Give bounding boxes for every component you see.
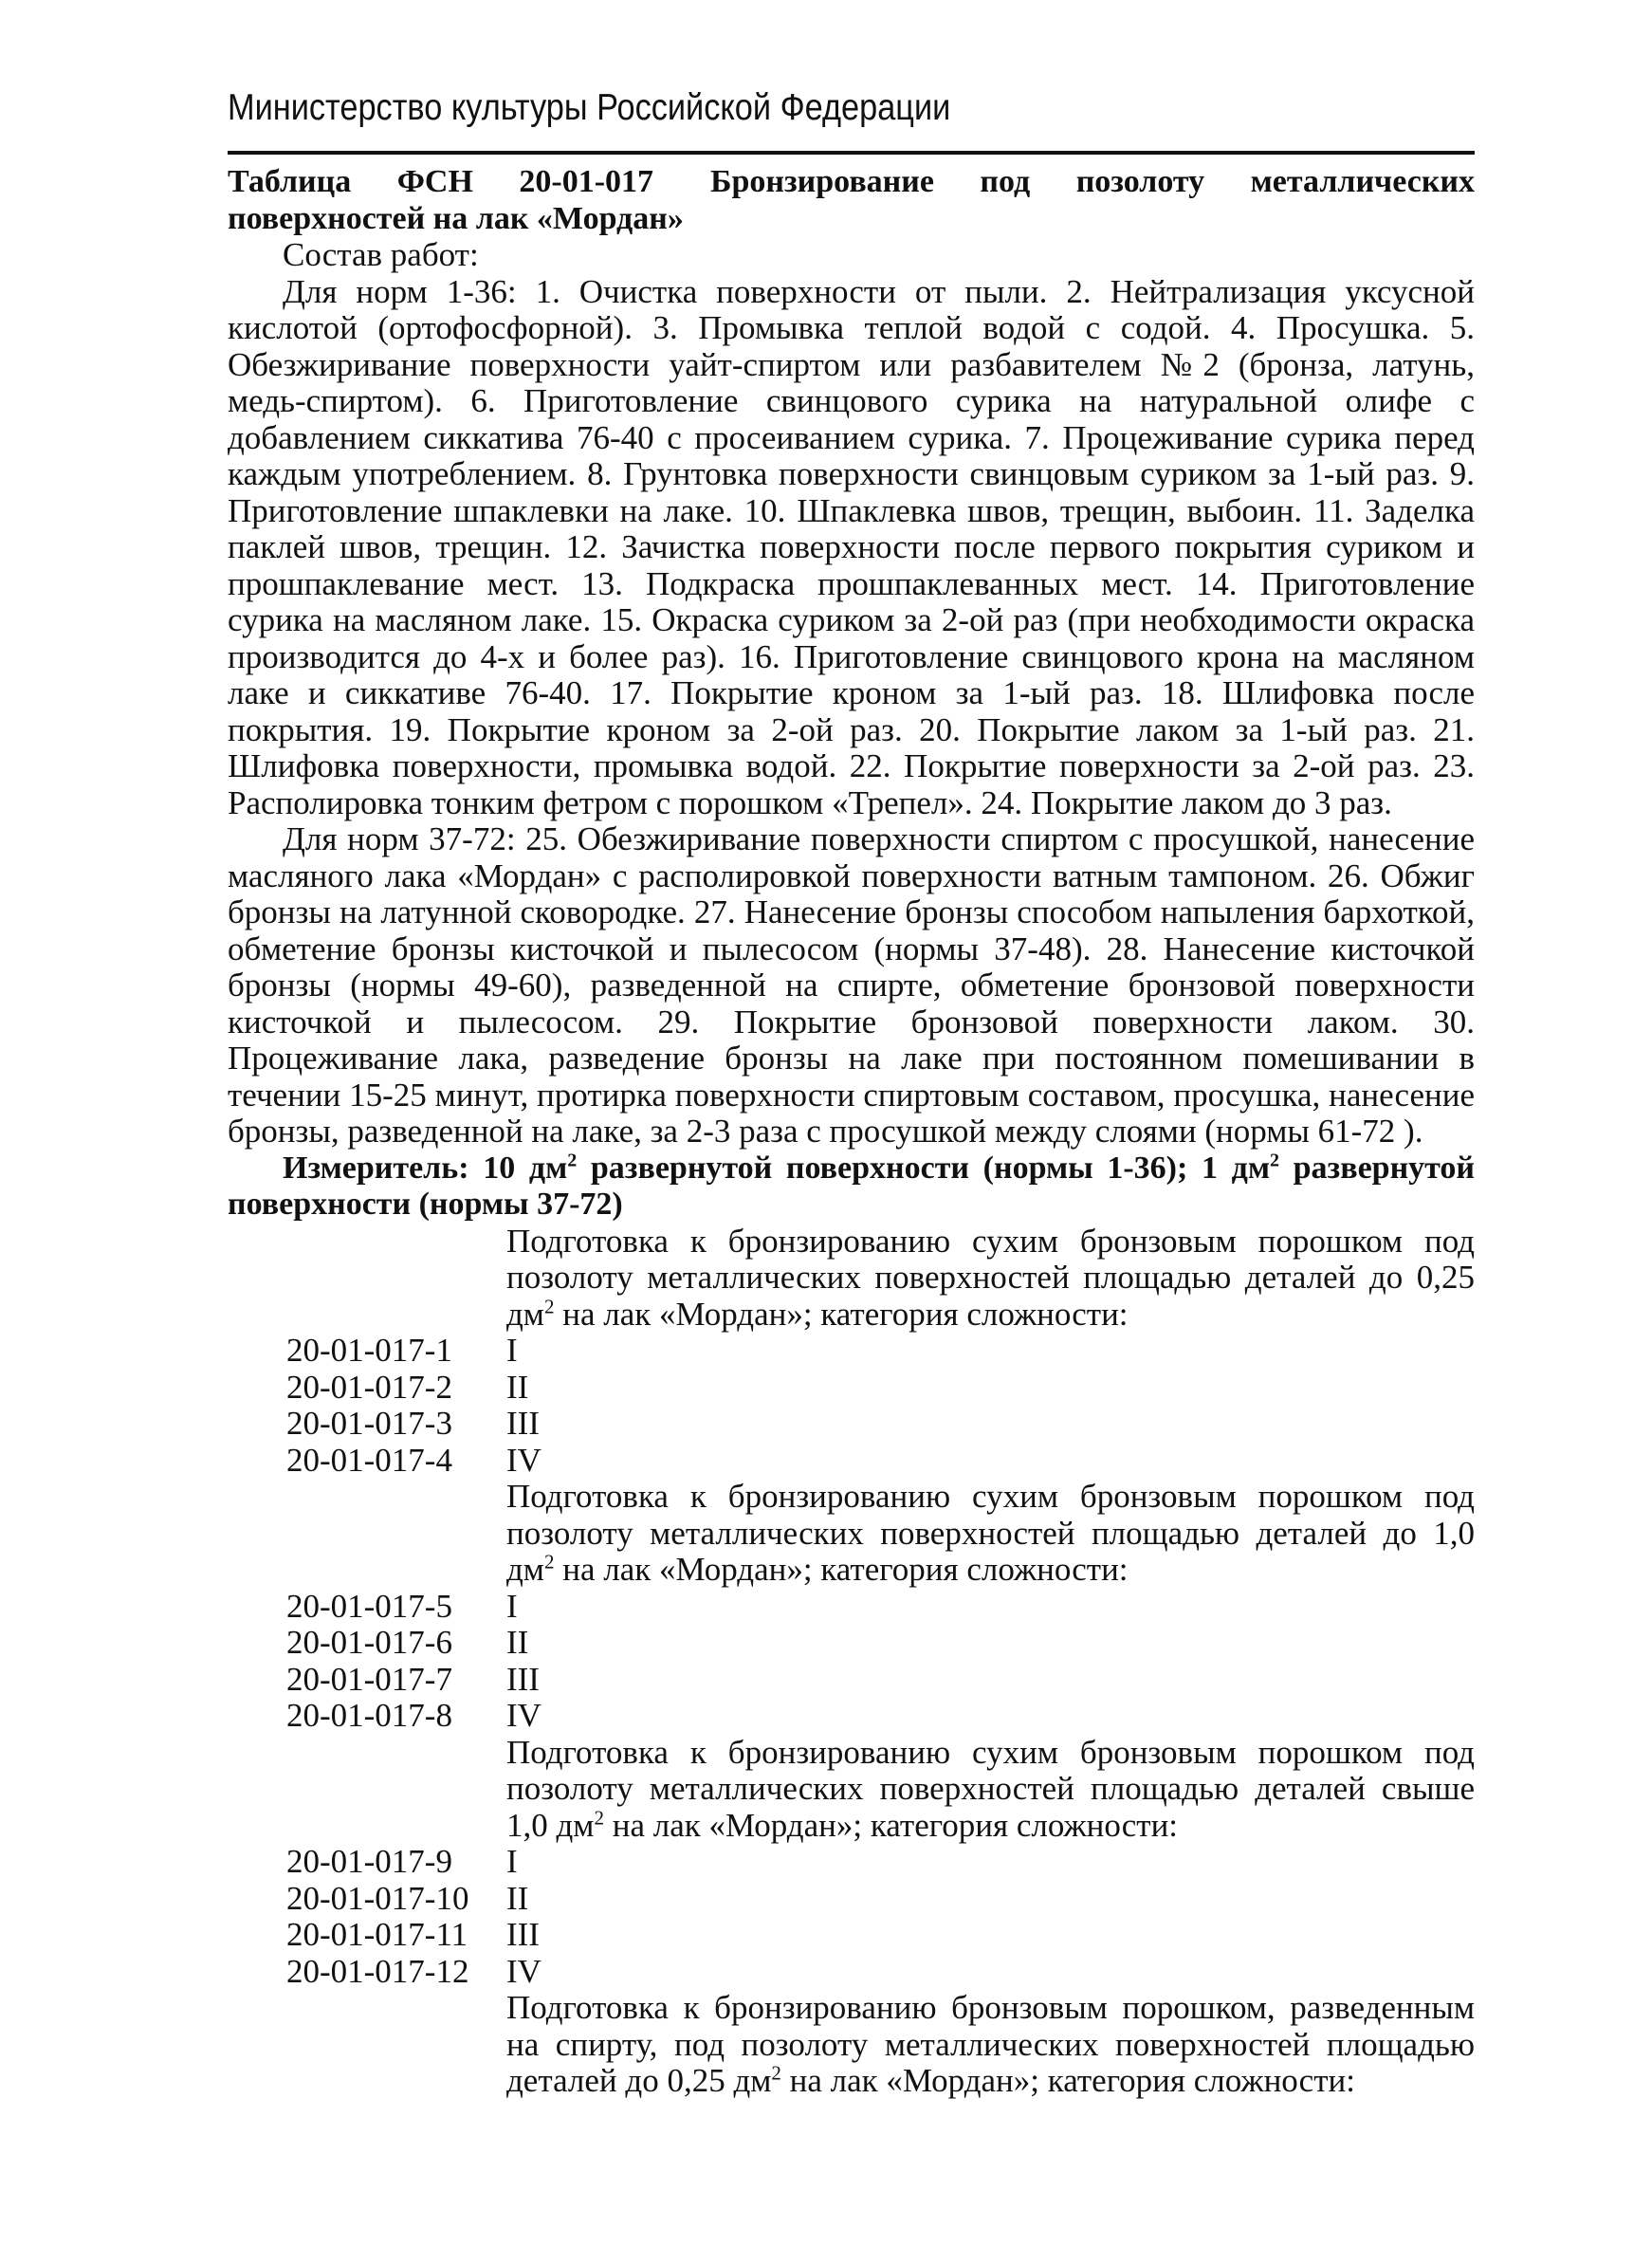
norm-row xyxy=(228,1954,1475,1991)
norm-category: II xyxy=(506,1624,529,1661)
document-body xyxy=(228,164,1475,2100)
norm-group-sup: 2 xyxy=(543,1550,555,1574)
measure-sup-1: 2 xyxy=(567,1150,578,1171)
norm-category: III xyxy=(506,1660,540,1698)
norm-row xyxy=(228,1406,1475,1443)
norm-code: 20-01-017-10 xyxy=(286,1879,469,1917)
measure-text-3: развернутой поверхности (нормы 37-72) xyxy=(228,1150,1476,1222)
norm-group-text: Подготовка к бронзированию сухим бронзовым порошком под позолоту металлических поверхностей площадью деталей до 0,25 дм xyxy=(506,1222,1475,1333)
norm-group-text: Подготовка к бронзированию сухим бронзовым порошком под позолоту металлических поверхностей площадью деталей свыше 1,0 дм xyxy=(506,1733,1475,1844)
norm-code: 20-01-017-4 xyxy=(286,1441,452,1479)
running-head: Министерство культуры Российской Федерации xyxy=(228,87,951,128)
norm-code: 20-01-017-1 xyxy=(286,1332,452,1369)
measure-text-1: Измеритель: 10 дм xyxy=(283,1150,568,1186)
norm-group-description xyxy=(506,1224,1475,1334)
header-rule xyxy=(228,151,1475,155)
norm-row xyxy=(228,1443,1475,1480)
norm-category: I xyxy=(506,1843,518,1880)
norm-row xyxy=(228,1881,1475,1918)
measure-text-2: развернутой поверхности (нормы 1-36); 1 дм xyxy=(577,1150,1270,1186)
norm-group-text: Подготовка к бронзированию бронзовым порошком, разведенным на спирту, под позолоту металлических поверхностей площадью деталей до 0,25 дм xyxy=(506,1989,1475,2099)
composition-label: Состав работ: xyxy=(283,236,479,273)
norm-group-description xyxy=(506,1735,1475,1845)
norm-code: 20-01-017-3 xyxy=(286,1405,452,1442)
norm-group-sup: 2 xyxy=(543,1294,555,1317)
norm-row xyxy=(228,1662,1475,1699)
norm-group-sup: 2 xyxy=(594,1805,604,1829)
norm-category: I xyxy=(506,1332,518,1369)
norm-code: 20-01-017-9 xyxy=(286,1843,452,1880)
norm-group-text-end: на лак «Мордан»; категория сложности: xyxy=(554,1295,1129,1333)
norm-category: III xyxy=(506,1405,540,1442)
norm-category: II xyxy=(506,1368,529,1406)
norm-code: 20-01-017-8 xyxy=(286,1697,452,1734)
norm-group-text-end: на лак «Мордан»; категория сложности: xyxy=(780,2062,1355,2099)
composition-paragraph-2: Для норм 37-72: 25. Обезжиривание поверхности спиртом с просушкой, нанесение масляного лака «Мордан» с располировкой поверхности ватным тампоном. 26. Обжиг бронзы на латунной сковородке. 27. Нанесение бронзы способом напыления бархоткой, обметение бронзы кисточкой и пылесосом (нормы 37-48). 28. Нанесение кисточкой бронзы (нормы 49-60), разведенной на спирте, обметение бронзовой поверхности кисточкой и пылесосом. 29. Покрытие бронзовой поверхности лаком. 30. Процеживание лака, разведение бронзы на лаке при постоянном помешивании в течении 15-25 минут, протирка поверхности спиртовым составом, просушка, нанесение бронзы, разведенной на лаке, за 2-3 раза с просушкой между слоями (нормы 61-72 ). xyxy=(228,820,1475,1150)
norm-category: IV xyxy=(506,1441,541,1479)
norm-category: II xyxy=(506,1879,529,1917)
norm-row xyxy=(228,1698,1475,1735)
norm-row xyxy=(228,1917,1475,1954)
norm-groups xyxy=(228,1224,1475,2100)
composition-paragraph-1: Для норм 1-36: 1. Очистка поверхности от пыли. 2. Нейтрализация уксусной кислотой (ортофосфорной). 3. Промывка теплой водой с содой. 4. Просушка. 5. Обезжиривание поверхности уайт-спиртом или разбавителем №2 (бронза, латунь, медь-спиртом). 6. Приготовление свинцового сурика на натуральной олифе с добавлением сиккатива 76-40 с просеиванием сурика. 7. Процеживание сурика перед каждым употреблением. 8. Грунтовка поверхности свинцовым суриком за 1-ый раз. 9. Приготовление шпаклевки на лаке. 10. Шпаклевка швов, трещин, выбоин. 11. Заделка паклей швов, трещин. 12. Зачистка поверхности после первого покрытия суриком и прошпаклевание мест. 13. Подкраска прошпаклеванных мест. 14. Приготовление сурика на масляном лаке. 15. Окраска суриком за 2-ой раз (при необходимости окраска производится до 4-х и более раз). 16. Приготовление свинцового крона на масляном лаке и сиккативе 76-40. 17. Покрытие кроном за 1-ый раз. 18. Шлифовка после покрытия. 19. Покрытие кроном за 2-ой раз. 20. Покрытие лаком за 1-ый раз. 21. Шлифовка поверхности, промывка водой. 22. Покрытие поверхности за 2-ой раз. 23. Располировка тонким фетром с порошком «Трепел». 24. Покрытие лаком до 3 раз. xyxy=(228,272,1475,821)
measure-unit xyxy=(228,1151,1475,1224)
norm-row xyxy=(228,1844,1475,1881)
table-heading xyxy=(228,164,1475,237)
norm-group-sup: 2 xyxy=(771,2061,781,2085)
norm-code: 20-01-017-2 xyxy=(286,1368,452,1406)
norm-group-text-end: на лак «Мордан»; категория сложности: xyxy=(603,1806,1179,1844)
norm-code: 20-01-017-5 xyxy=(286,1587,452,1625)
table-title: Бронзирование под позолоту металлических поверхностей на лак «Мордан» xyxy=(228,164,1476,236)
norm-row xyxy=(228,1589,1475,1626)
table-number: Таблица ФСН 20-01-017 xyxy=(228,164,654,199)
norm-category: IV xyxy=(506,1952,541,1990)
document-page xyxy=(228,81,1475,2100)
norm-code: 20-01-017-11 xyxy=(286,1916,468,1953)
norm-category: IV xyxy=(506,1697,541,1734)
norm-group-description xyxy=(506,1479,1475,1589)
norm-row xyxy=(228,1625,1475,1662)
norm-group-text: Подготовка к бронзированию сухим бронзовым порошком под позолоту металлических поверхностей площадью деталей до 1,0 дм xyxy=(506,1478,1475,1588)
norm-code: 20-01-017-7 xyxy=(286,1660,452,1698)
norm-category: III xyxy=(506,1916,540,1953)
norm-row xyxy=(228,1370,1475,1407)
norm-code: 20-01-017-12 xyxy=(286,1952,469,1990)
norm-group-description xyxy=(506,1990,1475,2100)
norm-row xyxy=(228,1333,1475,1370)
norm-category: I xyxy=(506,1587,518,1625)
norm-code: 20-01-017-6 xyxy=(286,1624,452,1661)
measure-sup-2: 2 xyxy=(1269,1150,1279,1171)
norm-group-text-end: на лак «Мордан»; категория сложности: xyxy=(554,1551,1129,1588)
